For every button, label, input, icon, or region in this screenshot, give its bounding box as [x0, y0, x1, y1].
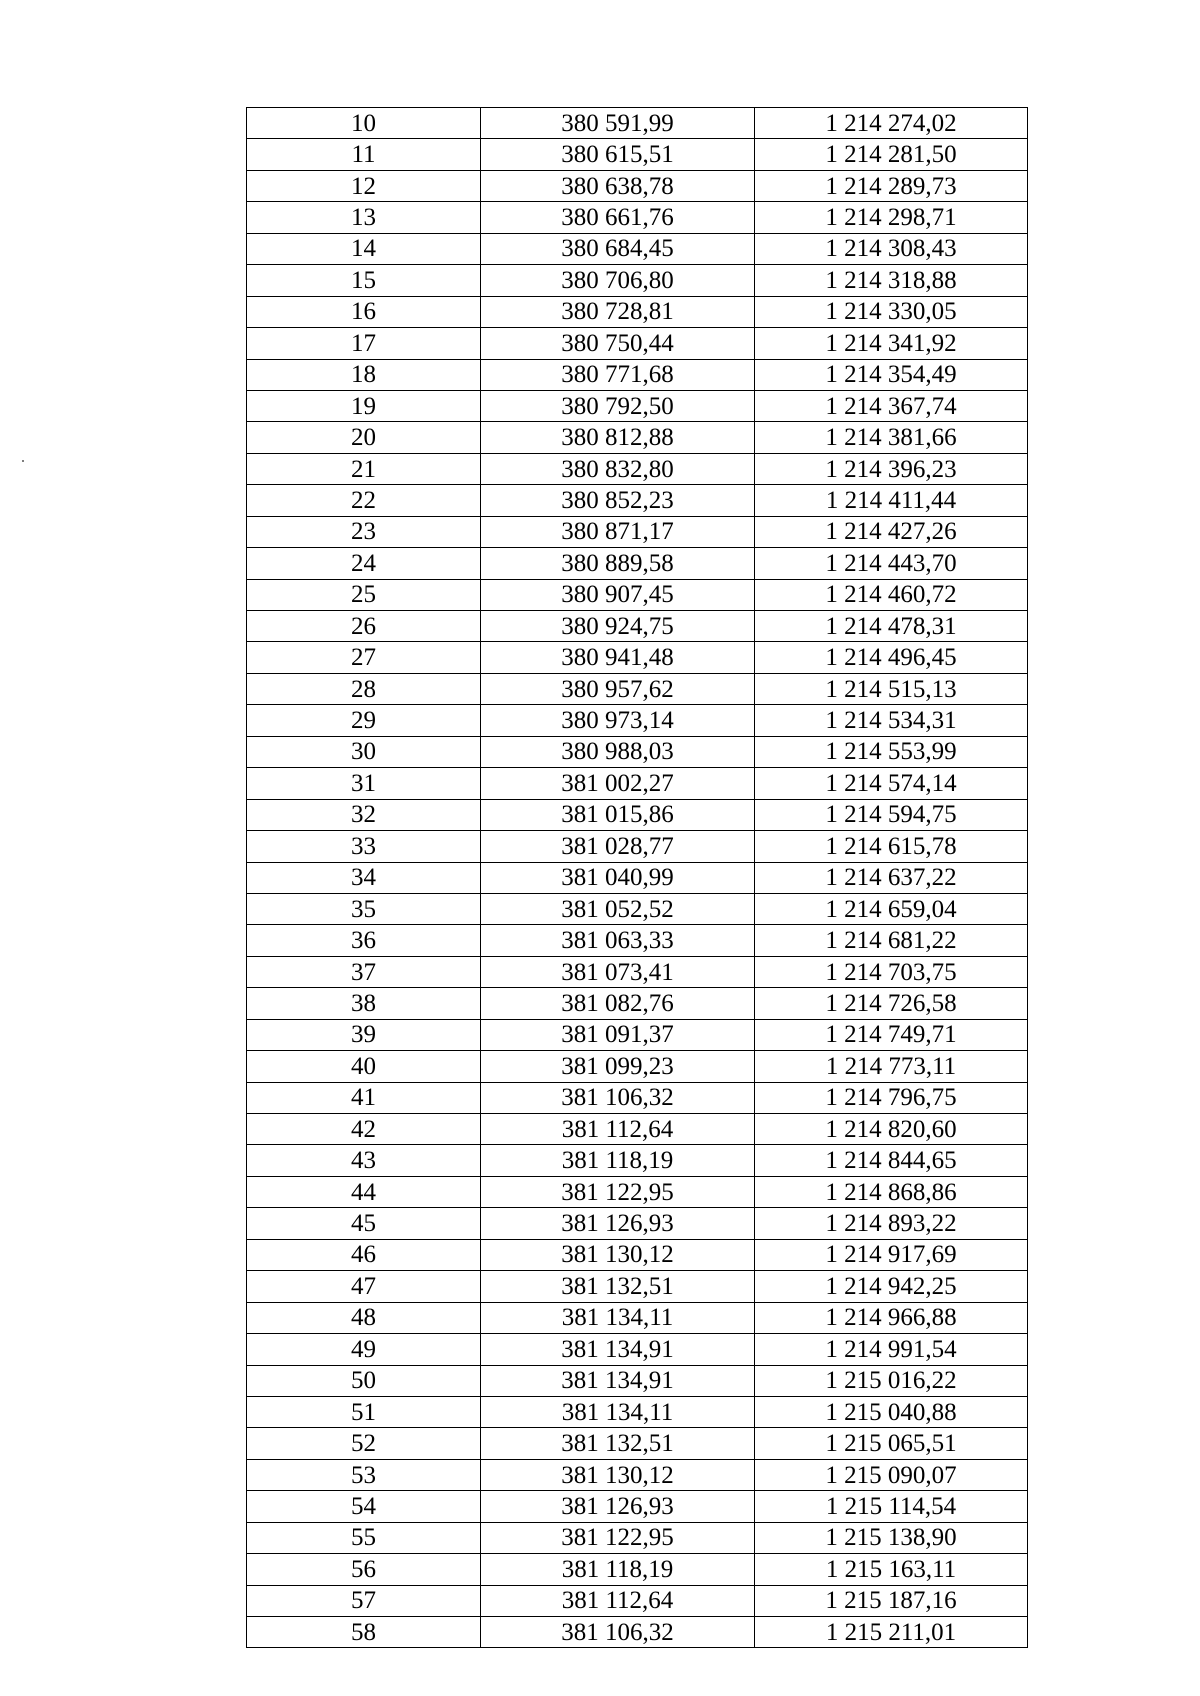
point-number-cell: 51 [247, 1396, 481, 1427]
point-number-cell: 57 [247, 1585, 481, 1616]
point-number-cell: 31 [247, 768, 481, 799]
x-coordinate-cell: 380 924,75 [481, 611, 755, 642]
y-coordinate-cell: 1 214 396,23 [755, 453, 1028, 484]
point-number-cell: 33 [247, 831, 481, 862]
x-coordinate-cell: 381 063,33 [481, 925, 755, 956]
y-coordinate-cell: 1 214 281,50 [755, 139, 1028, 170]
y-coordinate-cell: 1 214 726,58 [755, 988, 1028, 1019]
x-coordinate-cell: 380 771,68 [481, 359, 755, 390]
point-number-cell: 46 [247, 1239, 481, 1270]
x-coordinate-cell: 381 118,19 [481, 1554, 755, 1585]
x-coordinate-cell: 380 941,48 [481, 642, 755, 673]
point-number-cell: 20 [247, 422, 481, 453]
table-row [247, 233, 1028, 264]
x-coordinate-cell: 380 591,99 [481, 108, 755, 139]
table-row [247, 956, 1028, 987]
x-coordinate-cell: 381 130,12 [481, 1239, 755, 1270]
table-row [247, 1019, 1028, 1050]
y-coordinate-cell: 1 214 681,22 [755, 925, 1028, 956]
point-number-cell: 54 [247, 1491, 481, 1522]
point-number-cell: 49 [247, 1334, 481, 1365]
table-row [247, 1114, 1028, 1145]
x-coordinate-cell: 380 728,81 [481, 296, 755, 327]
table-row [247, 516, 1028, 547]
y-coordinate-cell: 1 214 615,78 [755, 831, 1028, 862]
point-number-cell: 42 [247, 1114, 481, 1145]
x-coordinate-cell: 381 134,91 [481, 1365, 755, 1396]
stray-dot-mark [22, 460, 24, 462]
x-coordinate-cell: 381 126,93 [481, 1208, 755, 1239]
point-number-cell: 53 [247, 1459, 481, 1490]
point-number-cell: 47 [247, 1271, 481, 1302]
y-coordinate-cell: 1 214 868,86 [755, 1176, 1028, 1207]
x-coordinate-cell: 381 002,27 [481, 768, 755, 799]
x-coordinate-cell: 381 015,86 [481, 799, 755, 830]
y-coordinate-cell: 1 215 163,11 [755, 1554, 1028, 1585]
point-number-cell: 35 [247, 893, 481, 924]
table-row [247, 1491, 1028, 1522]
point-number-cell: 32 [247, 799, 481, 830]
point-number-cell: 23 [247, 516, 481, 547]
table-row [247, 1176, 1028, 1207]
x-coordinate-cell: 380 661,76 [481, 202, 755, 233]
point-number-cell: 16 [247, 296, 481, 327]
x-coordinate-cell: 380 832,80 [481, 453, 755, 484]
point-number-cell: 43 [247, 1145, 481, 1176]
point-number-cell: 21 [247, 453, 481, 484]
x-coordinate-cell: 380 750,44 [481, 328, 755, 359]
y-coordinate-cell: 1 214 703,75 [755, 956, 1028, 987]
table-row [247, 1522, 1028, 1553]
y-coordinate-cell: 1 215 114,54 [755, 1491, 1028, 1522]
table-row [247, 925, 1028, 956]
table-row [247, 1271, 1028, 1302]
y-coordinate-cell: 1 214 659,04 [755, 893, 1028, 924]
y-coordinate-cell: 1 214 594,75 [755, 799, 1028, 830]
y-coordinate-cell: 1 214 574,14 [755, 768, 1028, 799]
point-number-cell: 50 [247, 1365, 481, 1396]
point-number-cell: 10 [247, 108, 481, 139]
x-coordinate-cell: 381 052,52 [481, 893, 755, 924]
table-row [247, 1239, 1028, 1270]
y-coordinate-cell: 1 215 016,22 [755, 1365, 1028, 1396]
x-coordinate-cell: 381 132,51 [481, 1271, 755, 1302]
y-coordinate-cell: 1 215 065,51 [755, 1428, 1028, 1459]
table-row [247, 1365, 1028, 1396]
table-row [247, 1396, 1028, 1427]
x-coordinate-cell: 381 134,91 [481, 1334, 755, 1365]
point-number-cell: 25 [247, 579, 481, 610]
x-coordinate-cell: 380 852,23 [481, 485, 755, 516]
point-number-cell: 45 [247, 1208, 481, 1239]
table-row [247, 548, 1028, 579]
point-number-cell: 41 [247, 1082, 481, 1113]
x-coordinate-cell: 380 684,45 [481, 233, 755, 264]
y-coordinate-cell: 1 214 637,22 [755, 862, 1028, 893]
point-number-cell: 58 [247, 1617, 481, 1648]
point-number-cell: 24 [247, 548, 481, 579]
x-coordinate-cell: 380 638,78 [481, 170, 755, 201]
y-coordinate-cell: 1 214 534,31 [755, 705, 1028, 736]
x-coordinate-cell: 381 118,19 [481, 1145, 755, 1176]
point-number-cell: 29 [247, 705, 481, 736]
y-coordinate-cell: 1 214 354,49 [755, 359, 1028, 390]
table-row [247, 1145, 1028, 1176]
table-row [247, 108, 1028, 139]
table-row [247, 1208, 1028, 1239]
y-coordinate-cell: 1 214 427,26 [755, 516, 1028, 547]
x-coordinate-cell: 381 134,11 [481, 1396, 755, 1427]
point-number-cell: 40 [247, 1051, 481, 1082]
table-row [247, 768, 1028, 799]
point-number-cell: 56 [247, 1554, 481, 1585]
x-coordinate-cell: 381 126,93 [481, 1491, 755, 1522]
table-row [247, 359, 1028, 390]
y-coordinate-cell: 1 214 773,11 [755, 1051, 1028, 1082]
point-number-cell: 14 [247, 233, 481, 264]
point-number-cell: 27 [247, 642, 481, 673]
x-coordinate-cell: 381 091,37 [481, 1019, 755, 1050]
y-coordinate-cell: 1 214 749,71 [755, 1019, 1028, 1050]
y-coordinate-cell: 1 214 991,54 [755, 1334, 1028, 1365]
y-coordinate-cell: 1 214 443,70 [755, 548, 1028, 579]
coordinates-table-body [247, 108, 1028, 1648]
x-coordinate-cell: 380 706,80 [481, 265, 755, 296]
y-coordinate-cell: 1 214 893,22 [755, 1208, 1028, 1239]
point-number-cell: 39 [247, 1019, 481, 1050]
point-number-cell: 18 [247, 359, 481, 390]
y-coordinate-cell: 1 214 274,02 [755, 108, 1028, 139]
y-coordinate-cell: 1 215 187,16 [755, 1585, 1028, 1616]
y-coordinate-cell: 1 215 211,01 [755, 1617, 1028, 1648]
table-row [247, 170, 1028, 201]
table-row [247, 139, 1028, 170]
table-row [247, 673, 1028, 704]
table-row [247, 831, 1028, 862]
y-coordinate-cell: 1 214 341,92 [755, 328, 1028, 359]
table-row [247, 799, 1028, 830]
x-coordinate-cell: 381 040,99 [481, 862, 755, 893]
point-number-cell: 17 [247, 328, 481, 359]
x-coordinate-cell: 381 106,32 [481, 1617, 755, 1648]
y-coordinate-cell: 1 214 289,73 [755, 170, 1028, 201]
y-coordinate-cell: 1 214 308,43 [755, 233, 1028, 264]
table-row [247, 1334, 1028, 1365]
x-coordinate-cell: 381 134,11 [481, 1302, 755, 1333]
point-number-cell: 15 [247, 265, 481, 296]
y-coordinate-cell: 1 214 298,71 [755, 202, 1028, 233]
y-coordinate-cell: 1 214 796,75 [755, 1082, 1028, 1113]
table-row [247, 1428, 1028, 1459]
y-coordinate-cell: 1 214 917,69 [755, 1239, 1028, 1270]
point-number-cell: 19 [247, 390, 481, 421]
x-coordinate-cell: 381 073,41 [481, 956, 755, 987]
x-coordinate-cell: 381 130,12 [481, 1459, 755, 1490]
y-coordinate-cell: 1 214 553,99 [755, 736, 1028, 767]
x-coordinate-cell: 381 122,95 [481, 1522, 755, 1553]
y-coordinate-cell: 1 214 496,45 [755, 642, 1028, 673]
y-coordinate-cell: 1 214 411,44 [755, 485, 1028, 516]
point-number-cell: 55 [247, 1522, 481, 1553]
y-coordinate-cell: 1 215 138,90 [755, 1522, 1028, 1553]
point-number-cell: 30 [247, 736, 481, 767]
point-number-cell: 38 [247, 988, 481, 1019]
table-row [247, 611, 1028, 642]
table-row [247, 1617, 1028, 1648]
y-coordinate-cell: 1 214 844,65 [755, 1145, 1028, 1176]
y-coordinate-cell: 1 214 820,60 [755, 1114, 1028, 1145]
table-row [247, 485, 1028, 516]
x-coordinate-cell: 380 973,14 [481, 705, 755, 736]
x-coordinate-cell: 381 106,32 [481, 1082, 755, 1113]
x-coordinate-cell: 381 132,51 [481, 1428, 755, 1459]
x-coordinate-cell: 381 082,76 [481, 988, 755, 1019]
table-row [247, 453, 1028, 484]
y-coordinate-cell: 1 215 040,88 [755, 1396, 1028, 1427]
y-coordinate-cell: 1 214 367,74 [755, 390, 1028, 421]
x-coordinate-cell: 380 988,03 [481, 736, 755, 767]
x-coordinate-cell: 380 907,45 [481, 579, 755, 610]
point-number-cell: 52 [247, 1428, 481, 1459]
table-row [247, 1051, 1028, 1082]
y-coordinate-cell: 1 215 090,07 [755, 1459, 1028, 1490]
table-row [247, 328, 1028, 359]
table-row [247, 1459, 1028, 1490]
y-coordinate-cell: 1 214 381,66 [755, 422, 1028, 453]
table-row [247, 893, 1028, 924]
point-number-cell: 11 [247, 139, 481, 170]
table-row [247, 1082, 1028, 1113]
x-coordinate-cell: 380 889,58 [481, 548, 755, 579]
table-row [247, 265, 1028, 296]
table-row [247, 202, 1028, 233]
table-row [247, 1554, 1028, 1585]
x-coordinate-cell: 380 812,88 [481, 422, 755, 453]
point-number-cell: 37 [247, 956, 481, 987]
table-row [247, 1302, 1028, 1333]
x-coordinate-cell: 380 615,51 [481, 139, 755, 170]
y-coordinate-cell: 1 214 942,25 [755, 1271, 1028, 1302]
y-coordinate-cell: 1 214 318,88 [755, 265, 1028, 296]
point-number-cell: 36 [247, 925, 481, 956]
table-row [247, 296, 1028, 327]
y-coordinate-cell: 1 214 460,72 [755, 579, 1028, 610]
x-coordinate-cell: 380 871,17 [481, 516, 755, 547]
coordinates-table [246, 107, 1028, 1648]
x-coordinate-cell: 381 122,95 [481, 1176, 755, 1207]
y-coordinate-cell: 1 214 966,88 [755, 1302, 1028, 1333]
table-row [247, 579, 1028, 610]
point-number-cell: 26 [247, 611, 481, 642]
point-number-cell: 44 [247, 1176, 481, 1207]
table-row [247, 736, 1028, 767]
point-number-cell: 48 [247, 1302, 481, 1333]
x-coordinate-cell: 380 957,62 [481, 673, 755, 704]
point-number-cell: 13 [247, 202, 481, 233]
table-row [247, 1585, 1028, 1616]
point-number-cell: 34 [247, 862, 481, 893]
x-coordinate-cell: 381 099,23 [481, 1051, 755, 1082]
x-coordinate-cell: 381 112,64 [481, 1114, 755, 1145]
table-row [247, 705, 1028, 736]
point-number-cell: 28 [247, 673, 481, 704]
y-coordinate-cell: 1 214 478,31 [755, 611, 1028, 642]
point-number-cell: 22 [247, 485, 481, 516]
table-row [247, 642, 1028, 673]
x-coordinate-cell: 381 112,64 [481, 1585, 755, 1616]
table-row [247, 422, 1028, 453]
table-row [247, 988, 1028, 1019]
x-coordinate-cell: 381 028,77 [481, 831, 755, 862]
y-coordinate-cell: 1 214 330,05 [755, 296, 1028, 327]
table-row [247, 862, 1028, 893]
table-row [247, 390, 1028, 421]
point-number-cell: 12 [247, 170, 481, 201]
y-coordinate-cell: 1 214 515,13 [755, 673, 1028, 704]
x-coordinate-cell: 380 792,50 [481, 390, 755, 421]
